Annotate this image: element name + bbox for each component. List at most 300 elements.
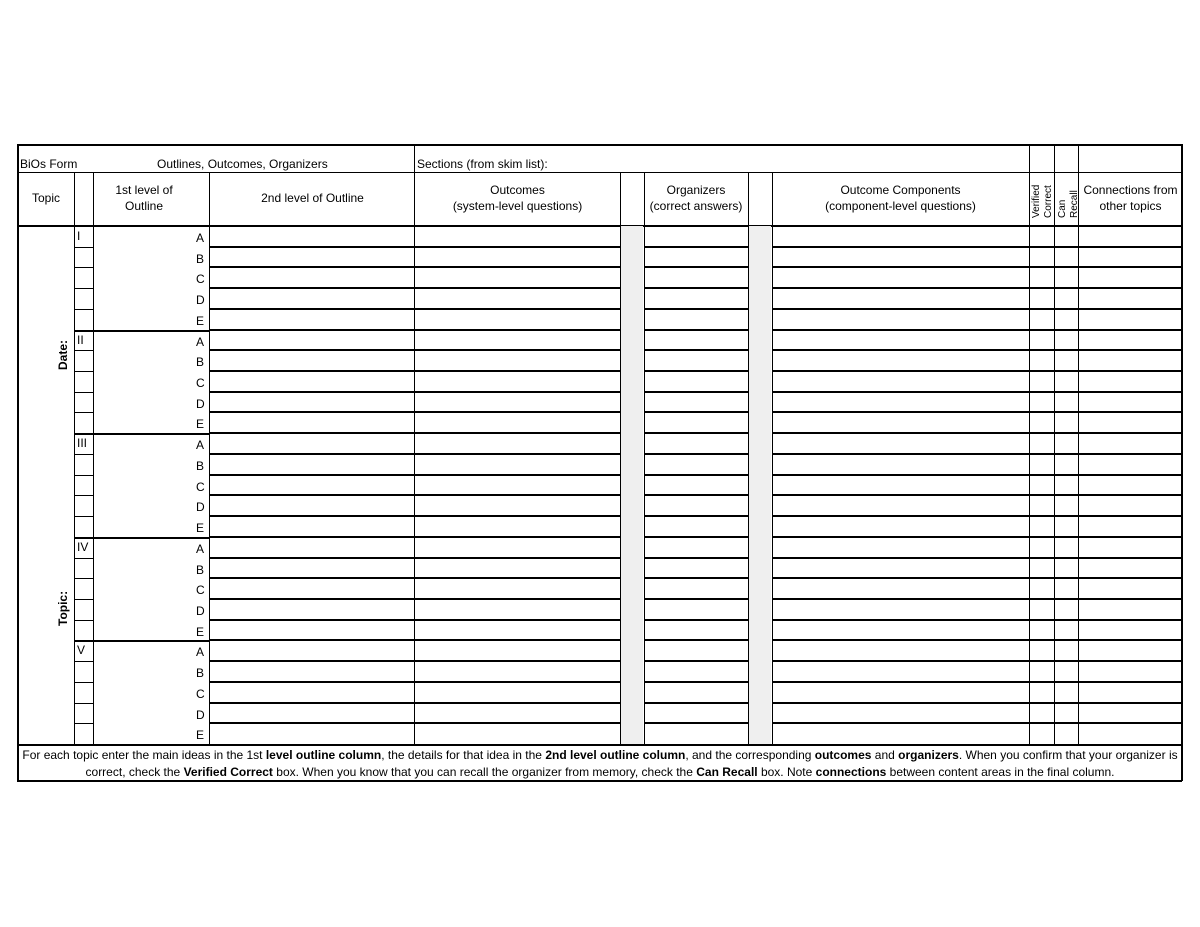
can-recall-checkbox[interactable] — [1056, 414, 1077, 431]
second-level-cell[interactable] — [211, 497, 619, 514]
outline-letter: C — [196, 583, 205, 598]
can-recall-checkbox[interactable] — [1056, 228, 1077, 245]
entry-row-rule — [1029, 391, 1054, 393]
second-level-cell[interactable] — [211, 269, 619, 286]
entry-row-rule — [1078, 722, 1182, 724]
entry-row-rule — [1078, 411, 1182, 413]
can-recall-checkbox[interactable] — [1056, 518, 1077, 535]
component-cell[interactable] — [774, 269, 1028, 286]
connections-cell[interactable] — [1080, 394, 1181, 411]
body-bottom-rule — [17, 744, 1182, 746]
numeral-row-rule — [74, 495, 93, 496]
entry-row-rule — [1029, 266, 1054, 268]
connections-cell[interactable] — [1080, 601, 1181, 618]
outline-letter: D — [196, 396, 205, 411]
second-level-cell[interactable] — [211, 456, 619, 473]
entry-row-rule — [1054, 536, 1078, 538]
component-cell[interactable] — [774, 228, 1028, 245]
verified-checkbox[interactable] — [1031, 394, 1053, 411]
header-recall-line2: Recall — [1069, 190, 1080, 218]
second-level-cell[interactable] — [211, 539, 619, 556]
column-divider — [1078, 144, 1079, 172]
entry-row-rule — [644, 391, 748, 393]
entry-row-rule — [1078, 287, 1182, 289]
entry-row-rule — [772, 681, 1029, 683]
second-level-cell[interactable] — [211, 560, 619, 577]
component-cell[interactable] — [774, 705, 1028, 722]
outline-numeral: II — [77, 332, 84, 347]
connections-cell[interactable] — [1080, 725, 1181, 742]
outline-letter: B — [196, 251, 205, 266]
second-level-cell[interactable] — [211, 414, 619, 431]
can-recall-checkbox[interactable] — [1056, 560, 1077, 577]
verified-checkbox[interactable] — [1031, 435, 1053, 452]
verified-checkbox[interactable] — [1031, 269, 1053, 286]
entry-row-rule — [1054, 660, 1078, 662]
can-recall-checkbox[interactable] — [1056, 642, 1077, 659]
organizer-cell[interactable] — [646, 518, 747, 535]
verified-checkbox[interactable] — [1031, 580, 1053, 597]
entry-row-rule — [772, 577, 1029, 579]
organizer-cell[interactable] — [646, 394, 747, 411]
outline-letter: B — [196, 458, 205, 473]
entry-row-rule — [1078, 266, 1182, 268]
can-recall-checkbox[interactable] — [1056, 311, 1077, 328]
can-recall-checkbox[interactable] — [1056, 435, 1077, 452]
entry-row-rule — [1029, 577, 1054, 579]
can-recall-checkbox[interactable] — [1056, 352, 1077, 369]
organizer-cell[interactable] — [646, 725, 747, 742]
can-recall-checkbox[interactable] — [1056, 663, 1077, 680]
organizer-cell[interactable] — [646, 332, 747, 349]
connections-cell[interactable] — [1080, 684, 1181, 701]
numeral-row-rule — [74, 475, 93, 476]
verified-checkbox[interactable] — [1031, 642, 1053, 659]
verified-checkbox[interactable] — [1031, 663, 1053, 680]
entry-row-rule — [1054, 598, 1078, 600]
can-recall-checkbox[interactable] — [1056, 601, 1077, 618]
header-organizers-line2: (correct answers) — [649, 199, 743, 213]
entry-row-rule — [1078, 536, 1182, 538]
organizer-cell[interactable] — [646, 539, 747, 556]
verified-checkbox[interactable] — [1031, 560, 1053, 577]
outline-letter: C — [196, 686, 205, 701]
entry-row-rule — [644, 722, 748, 724]
second-level-cell[interactable] — [211, 580, 619, 597]
entry-row-rule — [1029, 287, 1054, 289]
connections-cell[interactable] — [1080, 705, 1181, 722]
numeral-row-rule — [74, 516, 93, 517]
component-cell[interactable] — [774, 539, 1028, 556]
column-divider — [1029, 144, 1030, 172]
date-label: Date: — [56, 339, 70, 370]
entry-row-rule — [1078, 453, 1182, 455]
connections-cell[interactable] — [1080, 663, 1181, 680]
organizer-cell[interactable] — [646, 373, 747, 390]
entry-row-rule — [1029, 453, 1054, 455]
numeral-row-rule — [74, 703, 93, 704]
organizer-cell[interactable] — [646, 663, 747, 680]
organizer-cell[interactable] — [646, 622, 747, 639]
second-level-cell[interactable] — [211, 435, 619, 452]
second-level-cell[interactable] — [211, 518, 619, 535]
connections-cell[interactable] — [1080, 373, 1181, 390]
organizer-cell[interactable] — [646, 456, 747, 473]
entry-row-rule — [772, 349, 1029, 351]
entry-row-rule — [772, 391, 1029, 393]
verified-checkbox[interactable] — [1031, 311, 1053, 328]
numeral-row-rule — [74, 620, 93, 621]
connections-cell[interactable] — [1080, 518, 1181, 535]
entry-row-rule — [1029, 246, 1054, 248]
can-recall-checkbox[interactable] — [1056, 477, 1077, 494]
column-divider — [209, 172, 210, 744]
component-cell[interactable] — [774, 518, 1028, 535]
outline-letter: C — [196, 376, 205, 391]
second-level-cell[interactable] — [211, 290, 619, 307]
entry-row-rule — [1029, 494, 1054, 496]
organizer-cell[interactable] — [646, 477, 747, 494]
header-organizers-line1: Organizers — [666, 183, 726, 197]
verified-checkbox[interactable] — [1031, 414, 1053, 431]
numeral-row-rule — [74, 661, 93, 662]
form-name: BiOs Form — [20, 157, 78, 171]
organizer-cell[interactable] — [646, 684, 747, 701]
entry-row-rule — [1078, 515, 1182, 517]
entry-row-rule — [644, 411, 748, 413]
entry-row-rule — [772, 432, 1029, 434]
outline-numeral: I — [77, 229, 81, 243]
entry-row-rule — [1054, 349, 1078, 351]
connections-cell[interactable] — [1080, 311, 1181, 328]
second-level-cell[interactable] — [211, 249, 619, 266]
component-cell[interactable] — [774, 663, 1028, 680]
verified-checkbox[interactable] — [1031, 290, 1053, 307]
second-level-cell[interactable] — [211, 663, 619, 680]
connections-cell[interactable] — [1080, 228, 1181, 245]
numeral-row-rule — [74, 433, 93, 434]
entry-row-rule — [1054, 722, 1078, 724]
numeral-row-rule — [74, 309, 93, 310]
outline-numeral: IV — [77, 539, 89, 554]
verified-checkbox[interactable] — [1031, 601, 1053, 618]
component-cell[interactable] — [774, 311, 1028, 328]
connections-cell[interactable] — [1080, 249, 1181, 266]
component-cell[interactable] — [774, 622, 1028, 639]
connections-cell[interactable] — [1080, 352, 1181, 369]
verified-checkbox[interactable] — [1031, 518, 1053, 535]
verified-checkbox[interactable] — [1031, 228, 1053, 245]
numeral-row-rule — [74, 247, 93, 248]
outline-letter: A — [196, 541, 205, 556]
topic-label: Topic: — [56, 590, 70, 626]
entry-row-rule — [1054, 494, 1078, 496]
component-cell[interactable] — [774, 290, 1028, 307]
connections-cell[interactable] — [1080, 560, 1181, 577]
can-recall-checkbox[interactable] — [1056, 705, 1077, 722]
entry-row-rule — [1029, 349, 1054, 351]
column-divider — [772, 172, 773, 744]
outline-letter: D — [196, 293, 205, 308]
can-recall-checkbox[interactable] — [1056, 456, 1077, 473]
component-cell[interactable] — [774, 414, 1028, 431]
organizer-cell[interactable] — [646, 249, 747, 266]
outline-letter: C — [196, 479, 205, 494]
component-cell[interactable] — [774, 684, 1028, 701]
group-divider — [74, 433, 209, 435]
outline-letter: D — [196, 707, 205, 722]
connections-cell[interactable] — [1080, 497, 1181, 514]
connections-cell[interactable] — [1080, 642, 1181, 659]
entry-row-rule — [644, 308, 748, 310]
column-divider — [1054, 172, 1055, 744]
group-divider — [74, 330, 209, 332]
entry-row-rule — [1078, 432, 1182, 434]
component-cell[interactable] — [774, 373, 1028, 390]
connections-cell[interactable] — [1080, 622, 1181, 639]
header-bottom-rule — [17, 225, 1182, 227]
numeral-row-rule — [74, 640, 93, 641]
numeral-row-rule — [74, 454, 93, 455]
entry-row-rule — [644, 577, 748, 579]
component-cell[interactable] — [774, 332, 1028, 349]
column-divider — [1054, 144, 1055, 172]
outline-numeral: III — [77, 436, 88, 451]
component-cell[interactable] — [774, 394, 1028, 411]
can-recall-checkbox[interactable] — [1056, 580, 1077, 597]
entry-row-rule — [644, 266, 748, 268]
organizer-cell[interactable] — [646, 601, 747, 618]
component-cell[interactable] — [774, 352, 1028, 369]
outline-letter: B — [196, 562, 205, 577]
can-recall-checkbox[interactable] — [1056, 332, 1077, 349]
entry-row-rule — [1054, 246, 1078, 248]
entry-row-rule — [1078, 308, 1182, 310]
header-verified-line2: Correct — [1043, 185, 1054, 218]
numeral-row-rule — [74, 350, 93, 351]
second-level-cell[interactable] — [211, 601, 619, 618]
organizer-cell[interactable] — [646, 705, 747, 722]
entry-row-rule — [772, 453, 1029, 455]
entry-row-rule — [1078, 246, 1182, 248]
connections-cell[interactable] — [1080, 269, 1181, 286]
verified-checkbox[interactable] — [1031, 684, 1053, 701]
component-cell[interactable] — [774, 249, 1028, 266]
entry-row-rule — [644, 639, 748, 641]
organizer-cell[interactable] — [646, 269, 747, 286]
can-recall-checkbox[interactable] — [1056, 249, 1077, 266]
verified-checkbox[interactable] — [1031, 373, 1053, 390]
form-border-right — [1181, 144, 1183, 781]
instructions: For each topic enter the main ideas in the 1st level outline column, the details for that idea in the 2nd level outline column, and the corresponding outcomes and organizers. When you confirm that your organizer is correct, check the Verified Correct box. When you know that you can recall the organizer from memory, check the Can Recall box. Note connections between content areas in the final column. — [22, 748, 1178, 779]
component-cell[interactable] — [774, 642, 1028, 659]
second-level-cell[interactable] — [211, 394, 619, 411]
second-level-cell[interactable] — [211, 332, 619, 349]
entry-row-rule — [1054, 515, 1078, 517]
organizer-cell[interactable] — [646, 352, 747, 369]
second-level-cell[interactable] — [211, 705, 619, 722]
spacer-column — [749, 226, 771, 744]
header-components-line2: (component-level questions) — [825, 199, 976, 213]
component-cell[interactable] — [774, 580, 1028, 597]
verified-checkbox[interactable] — [1031, 497, 1053, 514]
entry-row-rule — [1029, 515, 1054, 517]
entry-row-rule — [772, 411, 1029, 413]
organizer-cell[interactable] — [646, 642, 747, 659]
verified-checkbox[interactable] — [1031, 332, 1053, 349]
second-level-cell[interactable] — [211, 311, 619, 328]
numeral-row-rule — [74, 371, 93, 372]
numeral-row-rule — [74, 578, 93, 579]
sections-label: Sections (from skim list): — [417, 157, 548, 171]
can-recall-checkbox[interactable] — [1056, 725, 1077, 742]
entry-row-rule — [1054, 287, 1078, 289]
can-recall-checkbox[interactable] — [1056, 497, 1077, 514]
sections-divider — [414, 144, 415, 172]
component-cell[interactable] — [774, 435, 1028, 452]
numeral-row-rule — [74, 267, 93, 268]
component-cell[interactable] — [774, 601, 1028, 618]
organizer-cell[interactable] — [646, 414, 747, 431]
entry-row-rule — [772, 639, 1029, 641]
can-recall-checkbox[interactable] — [1056, 290, 1077, 307]
entry-row-rule — [1029, 536, 1054, 538]
connections-cell[interactable] — [1080, 580, 1181, 597]
entry-row-rule — [772, 246, 1029, 248]
numeral-row-rule — [74, 558, 93, 559]
verified-checkbox[interactable] — [1031, 352, 1053, 369]
outline-letter: B — [196, 355, 205, 370]
connections-cell[interactable] — [1080, 456, 1181, 473]
entry-row-rule — [1078, 577, 1182, 579]
entry-row-rule — [1054, 411, 1078, 413]
spacer-column — [621, 226, 643, 744]
entry-row-rule — [772, 660, 1029, 662]
entry-row-rule — [1054, 577, 1078, 579]
numeral-row-rule — [74, 412, 93, 413]
connections-cell[interactable] — [1080, 435, 1181, 452]
entry-row-rule — [772, 266, 1029, 268]
header-topic: Topic — [31, 191, 60, 205]
header-first-level-line2: Outline — [124, 199, 164, 213]
entry-row-rule — [1029, 308, 1054, 310]
component-cell[interactable] — [774, 725, 1028, 742]
organizer-cell[interactable] — [646, 435, 747, 452]
connections-cell[interactable] — [1080, 332, 1181, 349]
organizer-cell[interactable] — [646, 560, 747, 577]
can-recall-checkbox[interactable] — [1056, 539, 1077, 556]
outline-letter: E — [196, 417, 205, 432]
verified-checkbox[interactable] — [1031, 249, 1053, 266]
entry-row-rule — [1078, 349, 1182, 351]
form-subtitle: Outlines, Outcomes, Organizers — [157, 157, 328, 171]
verified-checkbox[interactable] — [1031, 456, 1053, 473]
numeral-row-rule — [74, 723, 93, 724]
second-level-cell[interactable] — [211, 684, 619, 701]
entry-row-rule — [772, 287, 1029, 289]
component-cell[interactable] — [774, 477, 1028, 494]
second-level-cell[interactable] — [211, 373, 619, 390]
entry-row-rule — [1054, 453, 1078, 455]
verified-checkbox[interactable] — [1031, 725, 1053, 742]
column-divider — [1078, 172, 1079, 744]
entry-row-rule — [1054, 639, 1078, 641]
entry-row-rule — [772, 515, 1029, 517]
second-level-cell[interactable] — [211, 725, 619, 742]
entry-row-rule — [644, 287, 748, 289]
connections-cell[interactable] — [1080, 477, 1181, 494]
can-recall-checkbox[interactable] — [1056, 622, 1077, 639]
second-level-cell[interactable] — [211, 642, 619, 659]
second-level-cell[interactable] — [211, 352, 619, 369]
entry-row-rule — [644, 349, 748, 351]
entry-row-rule — [644, 370, 748, 372]
entry-row-rule — [1029, 432, 1054, 434]
organizer-cell[interactable] — [646, 580, 747, 597]
entry-row-rule — [772, 598, 1029, 600]
component-cell[interactable] — [774, 497, 1028, 514]
entry-row-rule — [1078, 681, 1182, 683]
organizer-cell[interactable] — [646, 497, 747, 514]
column-divider — [1029, 172, 1030, 744]
entry-row-rule — [1054, 391, 1078, 393]
outline-letter: E — [196, 728, 205, 743]
component-cell[interactable] — [774, 560, 1028, 577]
header-first-level-line1: 1st level of — [115, 183, 173, 197]
column-divider — [93, 172, 94, 744]
numeral-row-rule — [74, 682, 93, 683]
entry-row-rule — [644, 453, 748, 455]
column-divider — [644, 172, 645, 744]
second-level-cell[interactable] — [211, 477, 619, 494]
organizer-cell[interactable] — [646, 311, 747, 328]
can-recall-checkbox[interactable] — [1056, 684, 1077, 701]
verified-checkbox[interactable] — [1031, 539, 1053, 556]
header-components-line1: Outcome Components — [840, 183, 961, 197]
outline-letter: E — [196, 521, 205, 536]
verified-checkbox[interactable] — [1031, 705, 1053, 722]
verified-checkbox[interactable] — [1031, 622, 1053, 639]
entry-row-rule — [644, 598, 748, 600]
connections-cell[interactable] — [1080, 290, 1181, 307]
connections-cell[interactable] — [1080, 539, 1181, 556]
verified-checkbox[interactable] — [1031, 477, 1053, 494]
second-level-cell[interactable] — [211, 622, 619, 639]
entry-row-rule — [1078, 598, 1182, 600]
second-level-cell[interactable] — [211, 228, 619, 245]
entry-row-rule — [772, 494, 1029, 496]
can-recall-checkbox[interactable] — [1056, 269, 1077, 286]
outline-numeral: V — [77, 643, 86, 658]
header-outcomes-line1: Outcomes — [490, 183, 545, 197]
header-connections-line2: other topics — [1099, 199, 1162, 213]
entry-row-rule — [644, 681, 748, 683]
entry-row-rule — [1054, 308, 1078, 310]
organizer-cell[interactable] — [646, 290, 747, 307]
entry-row-rule — [772, 370, 1029, 372]
outline-letter: B — [196, 666, 205, 681]
component-cell[interactable] — [774, 456, 1028, 473]
entry-row-rule — [1078, 639, 1182, 641]
numeral-row-rule — [74, 537, 93, 538]
header-rule — [17, 172, 1182, 173]
can-recall-checkbox[interactable] — [1056, 373, 1077, 390]
outline-letter: A — [196, 334, 205, 349]
can-recall-checkbox[interactable] — [1056, 394, 1077, 411]
connections-cell[interactable] — [1080, 414, 1181, 431]
organizer-cell[interactable] — [646, 228, 747, 245]
entry-row-rule — [644, 246, 748, 248]
